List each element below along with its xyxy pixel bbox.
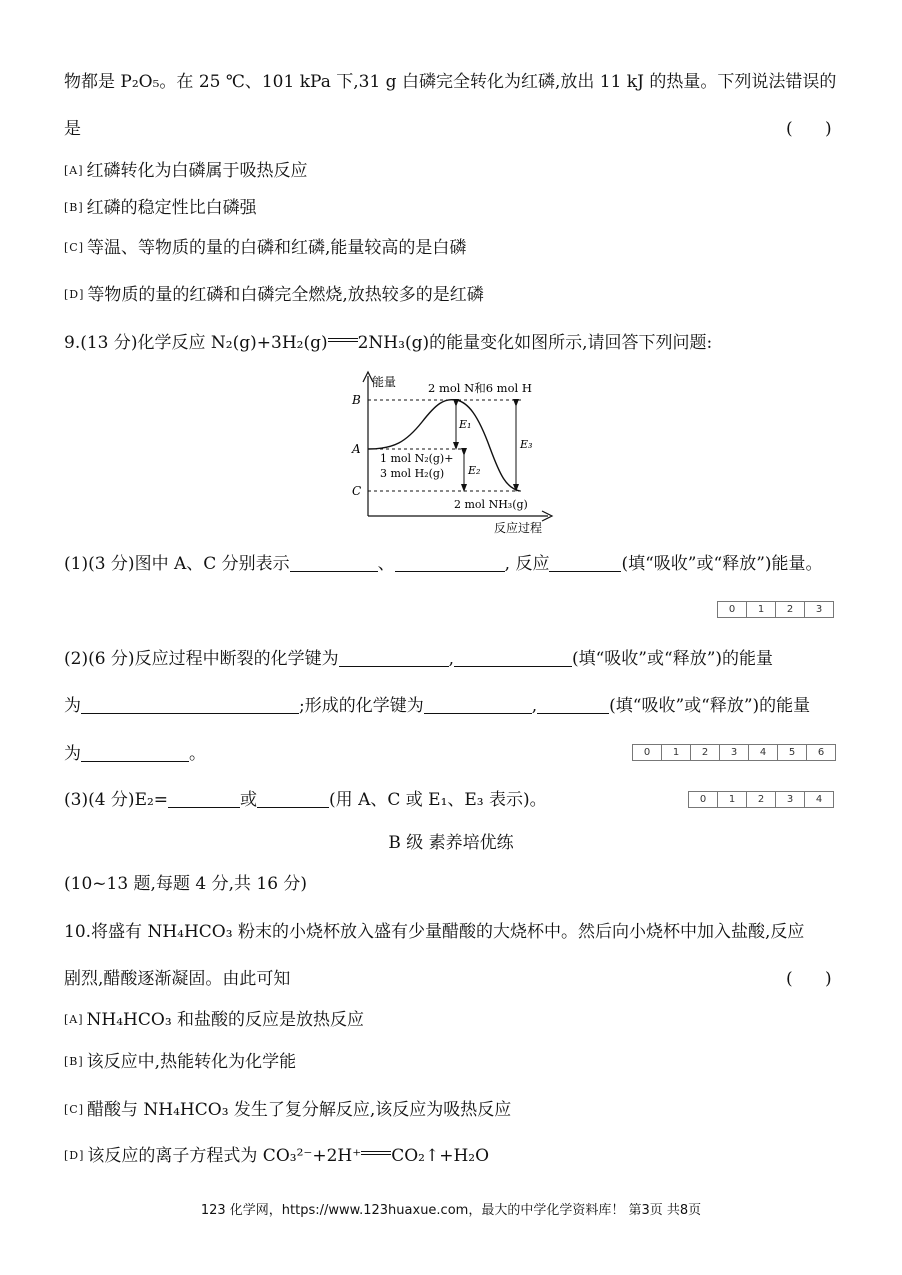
- q9-stem-products: 2NH₃(g)的能量变化如图所示,请回答下列问题:: [357, 333, 713, 353]
- score-cell[interactable]: 1: [717, 792, 746, 807]
- answer-blank[interactable]: [257, 791, 329, 808]
- q9-part2-line1: [64, 647, 773, 671]
- q9-p2-text-b: ,: [448, 649, 454, 669]
- option-tag: [A]: [64, 1013, 84, 1026]
- option-text: 红磷转化为白磷属于吸热反应: [86, 161, 308, 181]
- answer-blank[interactable]: [339, 650, 449, 667]
- page-footer: 123 化学网，https://www.123huaxue.com，最大的中学化学资料库！ 第3页 共8页: [200, 1203, 702, 1218]
- q9-stem-reactants: 9.(13 分)化学反应 N₂(g)+3H₂(g): [64, 333, 328, 353]
- answer-blank[interactable]: [290, 555, 378, 572]
- q9-p2-text-i: 。: [189, 744, 206, 764]
- q10-stem-line1: 10.将盛有 NH₄HCO₃ 粉末的小烧杯放入盛有少量醋酸的大烧杯中。然后向小烧杯中加入盐酸,反应: [64, 922, 805, 942]
- e3-label: E₃: [520, 438, 533, 451]
- q10-option-b: [64, 1050, 296, 1074]
- level-a-label: A: [352, 442, 361, 456]
- option-text: 该反应中,热能转化为化学能: [86, 1052, 297, 1072]
- score-cell[interactable]: 2: [775, 602, 804, 617]
- q9-part2-line3: [64, 742, 206, 766]
- option-text: 等物质的量的红磷和白磷完全燃烧,放热较多的是红磷: [87, 285, 484, 305]
- product-label: 2 mol NH₃(g): [454, 498, 528, 511]
- q8-stem-line1: 物都是 P₂O₅。在 25 ℃、101 kPa 下,31 g 白磷完全转化为红磷,放出 11 kJ 的热量。下列说法错误的: [64, 72, 837, 92]
- score-box-part3: [688, 791, 834, 808]
- score-box-part2: [632, 744, 836, 761]
- q9-p2-text-a: (2)(6 分)反应过程中断裂的化学键为: [64, 649, 339, 669]
- answer-blank[interactable]: [454, 650, 572, 667]
- score-cell[interactable]: 3: [804, 602, 833, 617]
- q9-p2-text-c: (填“吸收”或“释放”)的能量: [571, 649, 774, 669]
- q9-p1-text-b: 、: [377, 554, 395, 574]
- q9-p2-text-e: ;形成的化学键为: [299, 696, 424, 716]
- answer-blank[interactable]: [168, 791, 240, 808]
- score-cell[interactable]: 4: [748, 745, 777, 760]
- answer-blank[interactable]: [424, 697, 532, 714]
- score-cell[interactable]: 6: [806, 745, 835, 760]
- option-text-tail: CO₂↑+H₂O: [391, 1146, 490, 1166]
- option-tag: [B]: [64, 201, 84, 214]
- score-cell[interactable]: 1: [746, 602, 775, 617]
- answer-blank[interactable]: [549, 555, 621, 572]
- option-text: 等温、等物质的量的白磷和红磷,能量较高的是白磷: [87, 238, 467, 258]
- q9-p3-text-a: (3)(4 分)E₂=: [64, 790, 169, 810]
- q9-p1-text-a: (1)(3 分)图中 A、C 分别表示: [64, 554, 290, 574]
- level-b-label: B: [352, 393, 361, 407]
- score-cell[interactable]: 3: [719, 745, 748, 760]
- q8-option-b: [64, 196, 257, 220]
- section-note: (10~13 题,每题 4 分,共 16 分): [64, 874, 308, 894]
- e2-label: E₂: [468, 464, 481, 477]
- option-tag: [C]: [64, 241, 84, 254]
- q9-stem: [64, 331, 712, 355]
- option-tag: [A]: [64, 164, 84, 177]
- equals-sign: [361, 1151, 391, 1159]
- score-cell[interactable]: 3: [775, 792, 804, 807]
- option-tag: [B]: [64, 1055, 84, 1068]
- score-cell[interactable]: 2: [690, 745, 719, 760]
- energy-diagram: [344, 370, 564, 538]
- option-text: 该反应的离子方程式为 CO₃²⁻+2H⁺: [87, 1146, 362, 1166]
- q10-option-a: [64, 1008, 364, 1032]
- q9-part1: [64, 552, 823, 576]
- level-c-label: C: [352, 484, 362, 498]
- equilibrium-equals-sign: [328, 338, 358, 346]
- score-cell[interactable]: 4: [804, 792, 833, 807]
- q8-option-a: [64, 159, 308, 183]
- answer-blank[interactable]: [81, 745, 189, 762]
- q9-p1-text-c: , 反应: [504, 554, 550, 574]
- reactant-label-2: 3 mol H₂(g): [380, 467, 445, 480]
- score-cell[interactable]: 5: [777, 745, 806, 760]
- q9-p3-text-c: (用 A、C 或 E₁、E₃ 表示)。: [329, 790, 547, 810]
- q9-p1-text-d: (填“吸收”或“释放”)能量。: [621, 554, 823, 574]
- answer-blank[interactable]: [395, 555, 505, 572]
- reactant-label-1: 1 mol N₂(g)+: [380, 452, 454, 465]
- answer-blank[interactable]: [537, 697, 609, 714]
- option-text: NH₄HCO₃ 和盐酸的反应是放热反应: [86, 1010, 365, 1030]
- q9-p2-text-h: 为: [64, 744, 81, 764]
- option-text: 醋酸与 NH₄HCO₃ 发生了复分解反应,该反应为吸热反应: [87, 1100, 512, 1120]
- q9-p2-text-f: ,: [531, 696, 538, 716]
- q8-option-c: [64, 236, 466, 260]
- option-tag: [D]: [64, 288, 85, 301]
- q8-stem-line2: 是: [64, 119, 81, 139]
- option-tag: [D]: [64, 1149, 85, 1162]
- q9-p2-text-g: (填“吸收”或“释放”)的能量: [609, 696, 811, 716]
- y-axis-label: 能量: [372, 375, 397, 389]
- score-cell[interactable]: 0: [643, 747, 651, 758]
- option-text: 红磷的稳定性比白磷强: [86, 198, 257, 218]
- q9-part3: [64, 788, 547, 812]
- answer-blank[interactable]: [81, 697, 299, 714]
- q10-option-c: [64, 1098, 511, 1122]
- score-box-part1: [717, 601, 834, 618]
- q9-p2-text-d: 为: [64, 696, 81, 716]
- q10-answer-paren: ( ): [786, 969, 832, 989]
- q9-part2-line2: [64, 694, 810, 718]
- q10-option-d: [64, 1144, 489, 1168]
- e1-label: E₁: [459, 418, 472, 431]
- score-cell[interactable]: 1: [661, 745, 690, 760]
- section-title: B 级 素养培优练: [388, 833, 514, 853]
- score-cell[interactable]: 0: [699, 794, 707, 805]
- score-cell[interactable]: 2: [746, 792, 775, 807]
- q9-p3-text-b: 或: [240, 790, 258, 810]
- q8-option-d: [64, 283, 484, 307]
- q8-answer-paren: ( ): [786, 119, 832, 139]
- score-cell[interactable]: 0: [728, 604, 736, 615]
- top-state-label: 2 mol N和6 mol H: [428, 381, 532, 395]
- option-tag: [C]: [64, 1103, 84, 1116]
- x-axis-label: 反应过程: [494, 521, 543, 535]
- q10-stem-line2: 剧烈,醋酸逐渐凝固。由此可知: [64, 969, 291, 989]
